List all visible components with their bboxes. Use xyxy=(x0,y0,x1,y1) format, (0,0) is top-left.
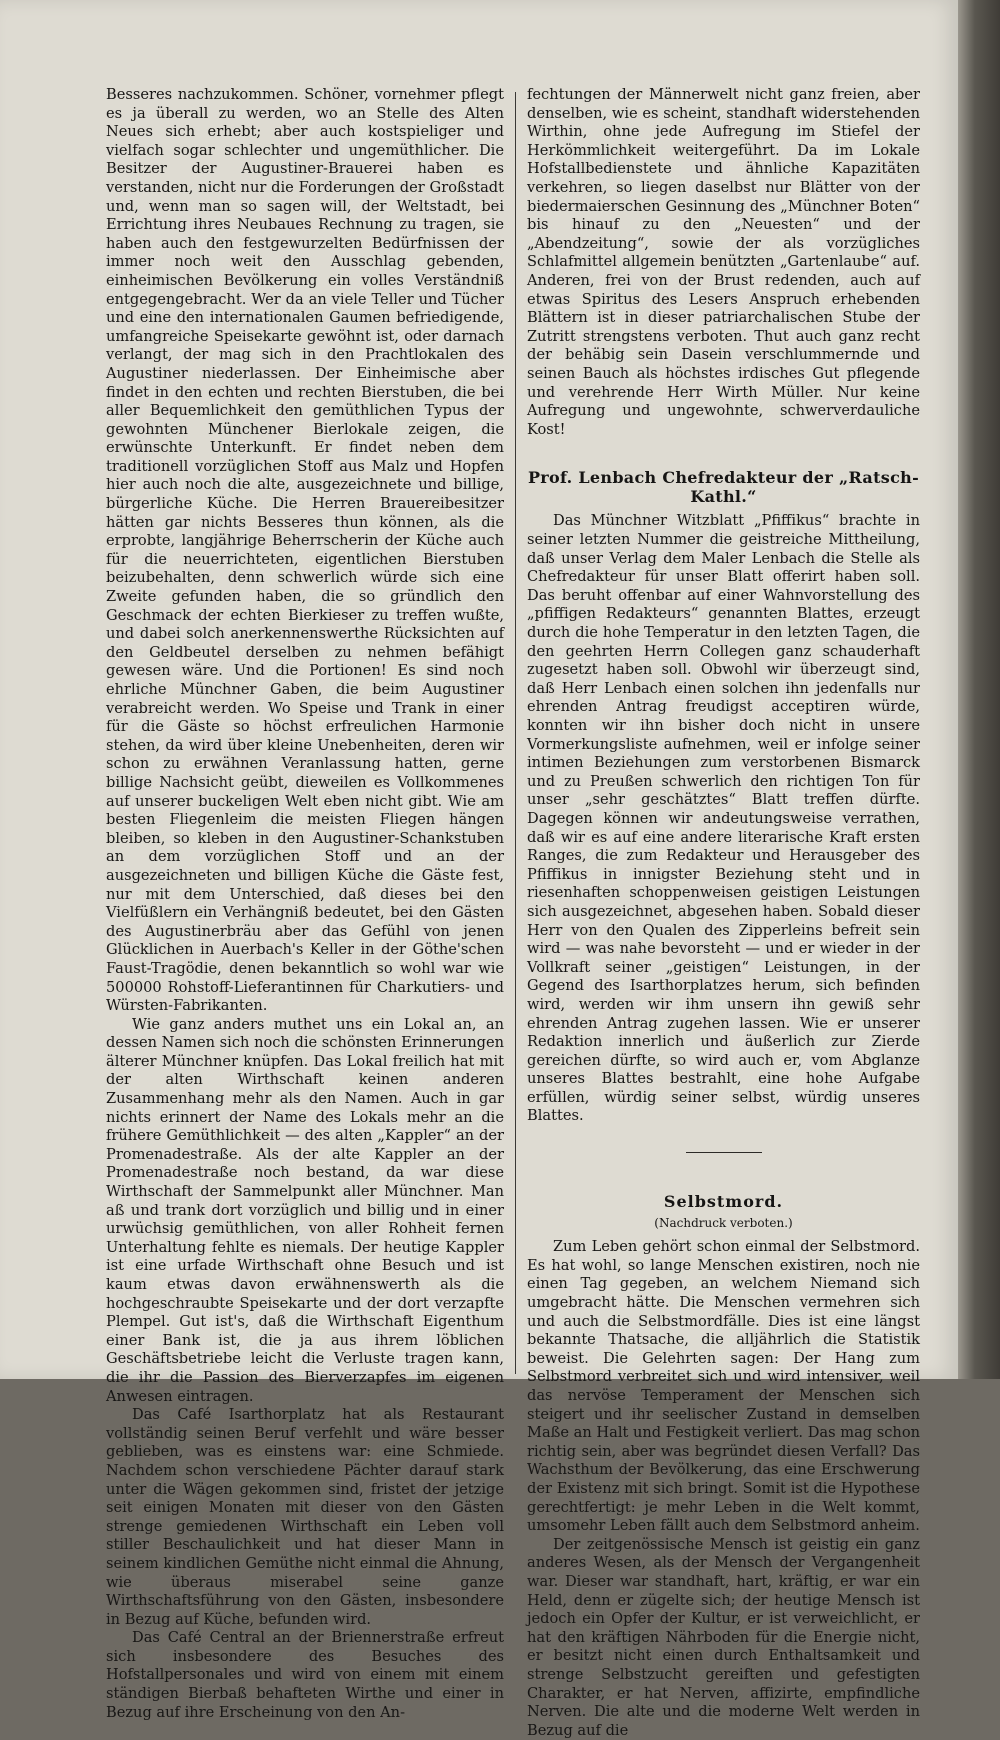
article-paragraph: fechtungen der Männerwelt nicht ganz freien, aber denselben, wie es scheint, standhaft widerstehenden Wirthin, ohne jede Aufregung im Stiefel der Herkömmlichkeit weitergeführt. Da im Lokale Hofstallbedienstete und ähnliche Kapazitäten verkehren, so liegen daselbst nur Blätter von der biedermaierschen Gesinnung des „Münchner Boten“ bis hinauf zu den „Neuesten“ und der „Abendzeitung“, sowie der als vorzügliches Schlafmittel allgemein benützten „Gartenlaube“ auf. Anderen, frei von der Brust redenden, auch auf etwas Spiritus des Lesers Anspruch erhebenden Blättern ist in dieser patriarchalischen Stube der Zutritt strengstens verboten. Thut auch ganz recht der behäbig sein Dasein verschlummernde und seinen Bauch als höchstes irdisches Gut pflegende und verehrende Herr Wirth Müller. Nur keine Aufregung und ungewohnte, schwerverdauliche Kost! xyxy=(527,86,920,438)
article-paragraph: Der zeitgenössische Mensch ist geistig ein ganz anderes Wesen, als der Mensch der Vergangenheit war. Dieser war standhaft, hart, kräftig, er war ein Held, denn er zügelte sich; der heutige Mensch ist jedoch ein Opfer der Kultur, er ist verweichlicht, er hat den kräftigen Nährboden für die Energie nicht, er besitzt nicht einen durch Enthaltsamkeit und strenge Selbstzucht gereiften und gefestigten Charakter, er hat Nerven, affizirte, empfindliche Nerven. Die alte und die moderne Welt werden in Bezug auf die xyxy=(527,1535,920,1739)
column-divider xyxy=(515,92,516,1374)
article-heading-selbstmord: Selbstmord. xyxy=(663,1192,784,1212)
article-paragraph: Zum Leben gehört schon einmal der Selbstmord. Es hat wohl, so lange Menschen existiren, noch nie einen Tag gegeben, an welchem Niemand sich umgebracht hätte. Die Menschen vermehren sich und auch die Selbstmordfälle. Dies ist eine längst bekannte Thatsache, die alljährlich die Statistik beweist. Die Gelehrten sagen: Der Hang zum Selbstmord verbreitet sich und wird intensiver, weil das nervöse Temperament der Menschen sich steigert und ihr seelischer Zustand in demselben Maße an Halt und Festigkeit verliert. Das mag schon richtig sein, aber was begründet diesen Verfall? Das Wachsthum der Bevölkerung, das eine Erschwerung der Existenz mit sich bringt. Somit ist die Hypothese gerechtfertigt: je mehr Leben in die Welt kommt, umsomehr Leben fällt auch dem Selbstmord anheim. xyxy=(527,1238,921,1535)
right-column xyxy=(527,86,920,1740)
article-paragraph: Wie ganz anders muthet uns ein Lokal an, an dessen Namen sich noch die schönsten Erinnerungen älterer Münchner knüpfen. Das Lokal freilich hat mit der alten Wirthschaft keinen anderen Zusammenhang mehr als den Namen. Auch in gar nichts erinnert der Name des Lokals mehr an die frühere Gemüthlichkeit — des alten „Kappler“ an der Promenadestraße. Als der alte Kappler an der Promenadestraße noch bestand, da war diese Wirthschaft der Sammelpunkt aller Münchner. Man aß und trank dort vorzüglich und billig und in einer urwüchsig gemüthlichen, von aller Rohheit fernen Unterhaltung fehlte es niemals. Der heutige Kappler ist eine urfade Wirthschaft ohne Besuch und ist kaum etwas davon erwähnenswerth als die hochgeschraubte Speisekarte und der dort verzapfte Plempel. Gut ist's, daß die Wirthschaft Eigenthum einer Bank ist, die ja aus ihrem löblichen Geschäftsbetriebe leicht die Verluste tragen kann, die ihr die Passion des Bierverzapfes im eigenen Anwesen eintragen. xyxy=(106,1015,504,1405)
article-paragraph: Das Münchner Witzblatt „Pfiffikus“ brachte in seiner letzten Nummer die geistreiche Mittheilung, daß unser Verlag dem Maler Lenbach die Stelle als Chefredakteur für unser Blatt offerirt haben soll. Das beruht offenbar auf einer Wahnvorstellung des „pfiffigen Redakteurs“ genannten Blattes, erzeugt durch die hohe Temperatur in den letzten Tagen, die den geehrten Herrn Collegen ganz schauderhaft zugesetzt haben soll. Obwohl wir überzeugt sind, daß Herr Lenbach einen solchen ihn jedenfalls nur ehrenden Antrag freudigst acceptiren würde, konnten wir ihn bisher doch nicht in unsere Vormerkungsliste aufnehmen, weil er infolge seiner intimen Beziehungen zum verstorbenen Bismarck und zu Preußen schwerlich den richtigen Ton für unser „sehr geschätztes“ Blatt treffen dürfte. Dagegen können wir andeutungsweise verrathen, daß wir es auf eine andere literarische Kraft ersten Ranges, die zum Redakteur und Herausgeber des Pfiffikus in innigster Beziehung steht und in riesenhaften schoppenweisen geistigen Leistungen sich ausgezeichnet, abgesehen haben. Sobald dieser Herr von den Qualen des Zipperleins befreit sein wird — was nahe bevorsteht — und er wieder in der Vollkraft seiner „geistigen“ Leistungen, in der Gegend des Isarthorplatzes herum, sich befinden wird, werden wir ihm unsern ihn gewiß sehr ehrenden Antrag zugehen lassen. Wie er unserer Redaktion innerlich und äußerlich zur Zierde gereichen dürfte, so wird auch er, vom Abglanze unseres Blattes bestrahlt, eine hohe Aufgabe erfüllen, würdig seiner selbst, würdig unseres Blattes. xyxy=(527,512,920,1125)
article-heading-lenbach: Prof. Lenbach Chefredakteur der „Ratsch-Kathl.“ xyxy=(527,468,920,506)
article-paragraph: Besseres nachzukommen. Schöner, vornehmer pflegt es ja überall zu werden, wo an Stelle des Alten Neues sich erhebt; aber auch kostspieliger und vielfach sogar schlechter und ungemüthlicher. Die Besitzer der Augustiner-Brauerei haben es verstanden, nicht nur die Forderungen der Großstadt und, wenn man so sagen will, der Weltstadt, bei Errichtung ihres Neubaues Rechnung zu tragen, sie haben auch den festgewurzelten Bedürfnissen der immer noch weit den Ausschlag gebenden, einheimischen Bevölkerung ein volles Verständniß entgegengebracht. Wer da an viele Teller und Tücher und eine den internationalen Gaumen befriedigende, umfangreiche Speisekarte gewöhnt ist, oder darnach verlangt, der mag sich in den Prachtlokalen des Augustiner niederlassen. Der Einheimische aber findet in den echten und rechten Bierstuben, die bei aller Bequemlichkeit den gemüthlichen Typus der gewohnten Münchener Bierlokale zeigen, die erwünschte Unterkunft. Er findet neben dem traditionell vorzüglichen Stoff aus Malz und Hopfen hier auch noch die alte, ausgezeichnete und billige, bürgerliche Küche. Die Herren Brauereibesitzer hätten gar nichts Besseres thun können, als die erprobte, langjährige Beherrscherin der Küche auch für die neuerrichteten, eigentlichen Bierstuben beizubehalten, denn schwerlich würde sich eine Zweite gefunden haben, die so gründlich den Geschmack der echten Bierkieser zu treffen wußte, und dabei solch anerkennenswerthe Rücksichten auf den Geldbeutel derselben zu nehmen befähigt gewesen wäre. Und die Portionen! Es sind noch ehrliche Münchner Gaben, die beim Augustiner verabreicht werden. Wo Speise und Trank in einer für die Gäste so höchst erfreulichen Harmonie stehen, da wird über kleine Unebenheiten, deren wir schon zu erwähnen Veranlassung hatten, gerne billige Nachsicht geübt, dieweilen es Vollkommenes auf unserer buckeligen Welt eben nicht gibt. Wie am besten Fliegenleim die meisten Fliegen hängen bleiben, so kleben in den Augustiner-Schankstuben an dem vorzüglichen Stoff und an der ausgezeichneten und billigen Küche die Gäste fest, nur mit dem Unterschied, daß dieses bei den Vielfüßlern ein Verhängniß bedeutet, bei den Gästen des Augustinerbräu aber das Gefühl von jenen Glücklichen in Auerbach's Keller in der Göthe'schen Faust-Tragödie, denen bekanntlich so wohl war wie 500000 Rohstoff-Lieferantinnen für Charkutiers- und Würsten-Fabrikanten. xyxy=(106,86,504,1015)
page-edge-shadow xyxy=(958,0,1000,1379)
reprint-note: (Nachdruck verboten.) xyxy=(654,1215,793,1230)
article-paragraph: Das Café Isarthorplatz hat als Restaurant vollständig seinen Beruf verfehlt und wäre besser geblieben, was es einstens war: eine Schmiede. Nachdem schon verschiedene Pächter darauf stark unter die Wägen gekommen sind, fristet der jetzige seit einigen Monaten mit dieser von den Gästen strenge gemiedenen Wirthschaft ein Leben voll stiller Beschaulichkeit und hat dieser Mann in seinem kindlichen Gemüthe nicht einmal die Ahnung, wie überaus miserabel seine ganze Wirthschaftsführung von den Gästen, insbesondere in Bezug auf Küche, befunden wird. xyxy=(106,1406,504,1628)
article-paragraph: Das Café Central an der Briennerstraße erfreut sich insbesondere des Besuches des Hofstallpersonales und wird von einem mit einem ständigen Bierbaß behafteten Wirthe und einer in Bezug auf ihre Erscheinung von den An- xyxy=(106,1629,504,1721)
section-divider xyxy=(686,1152,762,1153)
left-column xyxy=(106,86,504,1722)
